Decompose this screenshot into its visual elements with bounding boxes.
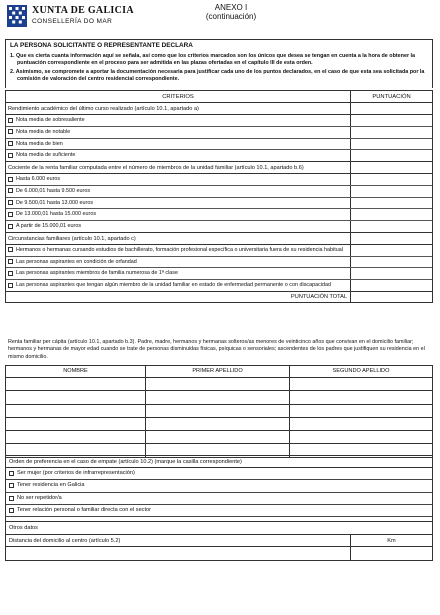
academic-section [6, 103, 432, 162]
criteria-row [6, 150, 432, 161]
criteria-row [6, 127, 432, 139]
table-row [6, 378, 433, 391]
segundo-apellido-cell[interactable] [290, 404, 433, 417]
criteria-label: De 6.000,01 hasta 9.500 euros [16, 187, 91, 194]
family-members-table [5, 365, 433, 458]
tiebreak-title: Orden de preferencia en el caso de empate (artículo 10.2) (marque la casilla correspondiente) [6, 456, 432, 468]
checkbox[interactable] [8, 212, 13, 217]
segundo-apellido-cell[interactable] [290, 391, 433, 404]
primer-apellido-cell[interactable] [146, 417, 290, 430]
income-section-title: Cociente de la renta familiar computada entre el número de miembros de la unidad familiar (artículo 10.1, apartado b.6) [8, 162, 351, 173]
points-cell[interactable] [351, 115, 432, 126]
points-cell[interactable] [351, 186, 432, 197]
points-cell[interactable] [351, 139, 432, 150]
distance-blank-cell[interactable] [6, 547, 351, 560]
points-cell[interactable] [351, 127, 432, 138]
checkbox[interactable] [8, 259, 13, 264]
criteria-label: Hasta 6.000 euros [16, 176, 61, 182]
criterios-header: CRITERIOS [6, 91, 351, 102]
checkbox[interactable] [8, 247, 13, 252]
annex-heading [196, 3, 266, 21]
nombre-cell[interactable] [6, 378, 146, 391]
section-title [6, 103, 432, 115]
criteria-row [6, 139, 432, 151]
total-label: PUNTUACIÓN TOTAL [6, 292, 351, 302]
total-row [6, 292, 432, 302]
criteria-row [6, 115, 432, 127]
declaration-block [5, 39, 433, 88]
primer-apellido-cell[interactable] [146, 431, 290, 444]
nombre-cell[interactable] [6, 391, 146, 404]
section-title [6, 162, 432, 174]
nombre-header: NOMBRE [6, 366, 146, 378]
points-cell[interactable] [351, 150, 432, 161]
points-cell[interactable] [351, 257, 432, 268]
criteria-label: A partir de 15.000,01 euros [16, 223, 82, 229]
checkbox[interactable] [9, 496, 14, 501]
table-row [6, 404, 433, 417]
tiebreak-label: Ser mujer (por criterios de infrarrepresentación) [17, 470, 135, 477]
criteria-row [6, 245, 432, 257]
distance-unit: Km [387, 538, 396, 545]
nombre-cell[interactable] [6, 404, 146, 417]
checkbox[interactable] [8, 129, 13, 134]
criteria-row [6, 186, 432, 198]
department-name: CONSELLERÍA DO MAR [32, 18, 113, 25]
checkbox[interactable] [8, 200, 13, 205]
points-cell[interactable] [351, 268, 432, 279]
segundo-apellido-cell[interactable] [290, 431, 433, 444]
tiebreak-option[interactable] [6, 505, 432, 517]
criteria-header-row [6, 91, 432, 103]
criteria-row [6, 257, 432, 269]
criteria-label: Nota media de suficiente [16, 152, 76, 159]
points-cell[interactable] [351, 245, 432, 256]
criteria-label: De 9.500,01 hasta 13.000 euros [16, 199, 94, 206]
primer-apellido-header: PRIMER APELLIDO [146, 366, 290, 378]
galicia-coat-of-arms-icon [6, 4, 28, 28]
tiebreak-label: Tener relación personal o familiar directa con el sector [17, 507, 152, 514]
otros-datos-label: Otros datos [6, 522, 432, 535]
income-section [6, 162, 432, 233]
criteria-row [6, 198, 432, 210]
tiebreak-option[interactable] [6, 468, 432, 480]
family-section [6, 233, 432, 292]
primer-apellido-cell[interactable] [146, 378, 290, 391]
criteria-label: Las personas aspirantes que tengan algún miembro de la unidad familiar en estado de enfermedad permanente o con discapacidad [16, 282, 331, 288]
criteria-row [6, 174, 432, 186]
criteria-row [6, 268, 432, 280]
tiebreak-label: No ser repetidor/a [17, 494, 62, 501]
segundo-apellido-cell[interactable] [290, 378, 433, 391]
criteria-row [6, 221, 432, 232]
org-name: XUNTA DE GALICIA [32, 5, 134, 16]
criteria-label: De 13.000,01 hasta 15.000 euros [16, 211, 97, 218]
distance-label: Distancia del domicilio al centro (artículo 5.2) [6, 535, 351, 546]
primer-apellido-cell[interactable] [146, 391, 290, 404]
total-value-cell[interactable] [351, 292, 432, 302]
annex-subtitle: (continuación) [205, 12, 257, 22]
criteria-table [5, 90, 433, 303]
criteria-label: Hermanos o hermanas cursando estudios de bachillerato, formación profesional específica o universitaria fuera de su residencia habitual [16, 246, 343, 253]
criteria-label: Las personas aspirantes en condición de orfandad [16, 258, 137, 265]
segundo-apellido-header: SEGUNDO APELLIDO [290, 366, 433, 378]
points-cell[interactable] [351, 198, 432, 209]
checkbox[interactable] [8, 153, 13, 158]
tiebreak-option[interactable] [6, 493, 432, 505]
points-cell[interactable] [351, 174, 432, 185]
members-header-row [6, 366, 433, 378]
checkbox[interactable] [8, 141, 13, 146]
nombre-cell[interactable] [6, 431, 146, 444]
criteria-label: Nota media de bien [16, 140, 63, 147]
checkbox[interactable] [8, 271, 13, 276]
checkbox[interactable] [9, 483, 14, 488]
table-row [6, 431, 433, 444]
points-cell[interactable] [351, 280, 432, 291]
segundo-apellido-cell[interactable] [290, 417, 433, 430]
checkbox[interactable] [8, 188, 13, 193]
nombre-cell[interactable] [6, 417, 146, 430]
renta-description: Renta familiar per cápita (artículo 10.1, apartado b.3). Padre, madre, hermanos y hermanas solteros/as menores de veinticinco años que convivan en el domicilio familiar; hermanos y hermanas de mayor edad cuando se trate de personas disminuidas físicas, psíquicas o sensoriales; ascendentes de los padres que justifiquen su residencia en el mismo domicilio. [8, 339, 425, 360]
family-section-title: Circunstancias familiares (artículo 10.1, apartado c) [8, 233, 351, 244]
table-row [6, 417, 433, 430]
section-title [6, 233, 432, 245]
criteria-label: Nota media de sobresaliente [16, 117, 85, 123]
checkbox[interactable] [8, 118, 13, 123]
checkbox[interactable] [8, 224, 13, 229]
points-cell[interactable] [351, 221, 432, 232]
academic-section-title: Rendimiento académico del último curso realizado (artículo 10.1, apartado a) [8, 103, 351, 114]
distance-value-cell[interactable] [351, 547, 432, 560]
distance-row [6, 535, 432, 547]
checkbox[interactable] [9, 471, 14, 476]
criteria-row [6, 280, 432, 291]
criteria-row [6, 209, 432, 221]
criteria-label: Las personas aspirantes miembros de familia numerosa de 1ª clase [16, 270, 178, 277]
annex-title: ANEXO I [214, 3, 248, 12]
tiebreak-option[interactable] [6, 480, 432, 492]
tiebreak-label: Tener residencia en Galicia [17, 482, 85, 489]
points-cell[interactable] [351, 209, 432, 220]
primer-apellido-cell[interactable] [146, 404, 290, 417]
declaration-title: LA PERSONA SOLICITANTE O REPRESENTANTE DECLARA [10, 42, 193, 49]
checkbox[interactable] [8, 177, 13, 182]
declaration-paragraph-2: 2. Asimismo, se compromete a aportar la documentación necesaria para justificar cada uno de los puntos declarados, en el caso de que esta sea solicitada por la comisión de valoración del centro residencial correspondiente. [10, 69, 425, 83]
checkbox[interactable] [9, 508, 14, 513]
tiebreak-section [5, 455, 433, 561]
puntuacion-header: PUNTUACIÓN [372, 94, 411, 100]
checkbox[interactable] [8, 283, 13, 288]
declaration-paragraph-1: 1. Que es cierta cuanta información aquí se señala, así como que los criterios marcados son los únicos que desea se tengan en cuenta a la hora de obtener la puntuación correspondiente en el proceso para ser admitida en las plazas ofertadas en el capítulo III de esta orden. [10, 53, 416, 67]
criteria-label: Nota media de notable [16, 128, 71, 135]
distance-input-row [6, 547, 432, 560]
table-row [6, 391, 433, 404]
